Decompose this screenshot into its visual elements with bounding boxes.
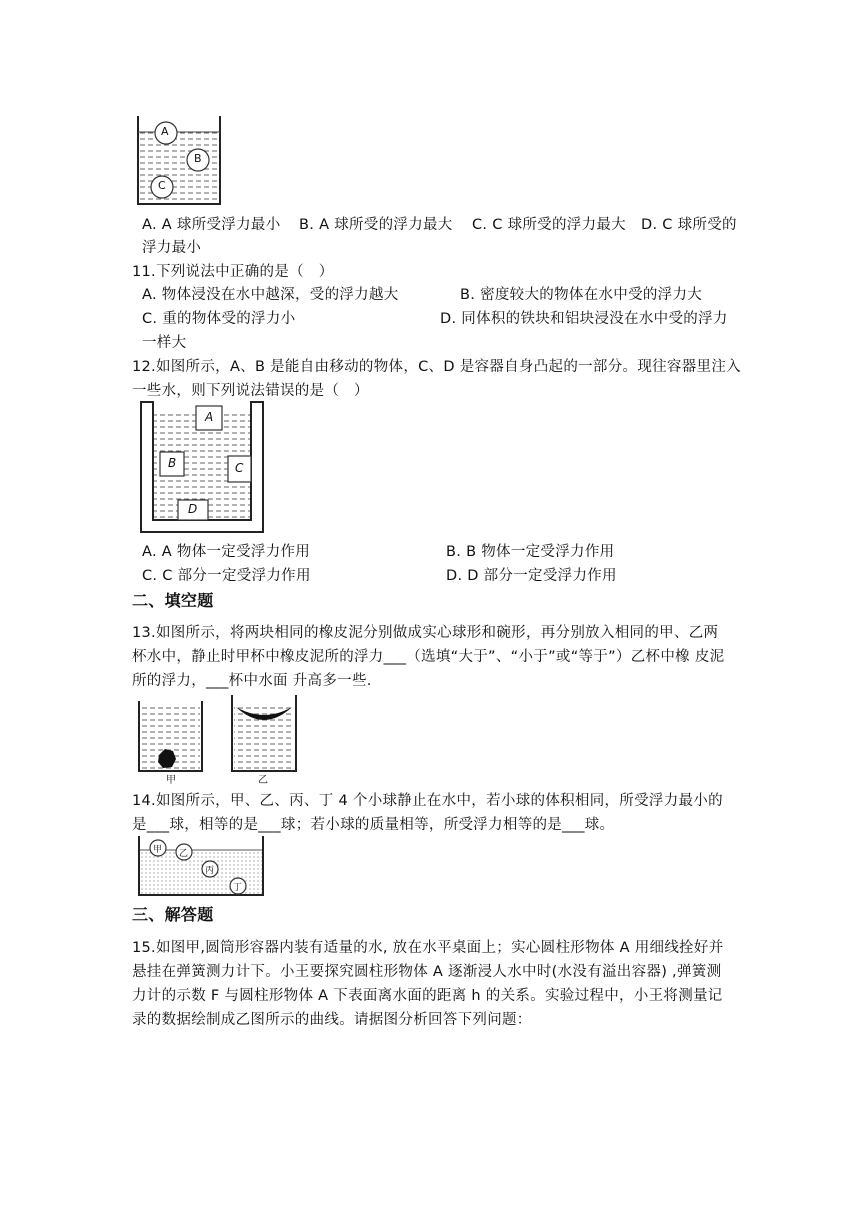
q13-label-yi: 乙	[258, 775, 268, 786]
q13-label-jia: 甲	[166, 775, 176, 786]
q10-option-d: D. C 球所受的	[641, 217, 737, 233]
q10-option-b: B. A 球所受的浮力最大	[299, 217, 453, 233]
q15-line4: 录的数据绘制成乙图所示的曲线。请据图分析回答下列问题：	[132, 1012, 532, 1028]
q10-figure	[132, 112, 228, 208]
q12-stem-line2: 一些水，则下列说法错误的是（ ）	[132, 383, 369, 399]
q10-label-b: B	[194, 152, 202, 165]
q10-option-a: A. A 球所受浮力最小	[142, 217, 281, 233]
q14-label-bing: 丙	[205, 866, 215, 876]
q11-option-d: D. 同体积的铁块和铝块浸没在水中受的浮力	[440, 311, 728, 327]
q13-figure	[134, 693, 304, 786]
q10-option-c: C. C 球所受的浮力最大	[472, 217, 626, 233]
q12-label-c: C	[235, 461, 244, 475]
q11-stem: 11.下列说法中正确的是（ ）	[132, 264, 334, 280]
q14-label-jia: 甲	[153, 845, 163, 855]
q11-option-c: C. 重的物体受的浮力小	[142, 311, 296, 327]
q14-label-yi: 乙	[179, 849, 189, 859]
q13-line2: 杯水中，静止时甲杯中橡皮泥所的浮力___（选填“大于”、“小于”或“等于”）乙杯中橡 皮泥	[132, 649, 725, 665]
q12-option-d: D. D 部分一定受浮力作用	[446, 568, 617, 584]
q12-label-b: B	[168, 456, 177, 470]
q14-label-ding: 丁	[233, 883, 243, 893]
q11-option-d-cont: 一样大	[142, 335, 187, 351]
q12-figure	[136, 400, 266, 534]
q13-line1: 13.如图所示，将两块相同的橡皮泥分别做成实心球形和碗形，再分别放入相同的甲、乙两	[132, 625, 719, 641]
q10-label-a: A	[161, 125, 169, 138]
q12-option-a: A. A 物体一定受浮力作用	[142, 544, 311, 560]
q12-option-b: B. B 物体一定受浮力作用	[446, 544, 615, 560]
q13-line3: 所的浮力，___杯中水面 升高多一些.	[132, 673, 372, 689]
q15-line3: 力计的示数 F 与圆柱形物体 A 下表面离水面的距离 h 的关系。实验过程中，小王将测量记	[132, 988, 723, 1004]
q14-line1: 14.如图所示，甲、乙、丙、丁 4 个小球静止在水中，若小球的体积相同，所受浮力最小的	[132, 793, 723, 809]
q11-option-a: A. 物体浸没在水中越深，受的浮力越大	[142, 287, 399, 303]
section-title-answer: 三、解答题	[132, 905, 214, 924]
q10-label-c: C	[158, 179, 166, 192]
q14-line2: 是___球，相等的是___球；若小球的质量相等，所受浮力相等的是___球。	[132, 817, 615, 833]
q12-label-d: D	[188, 502, 198, 516]
q14-figure	[137, 836, 267, 898]
section-title-fill-in: 二、填空题	[132, 591, 214, 610]
q12-label-a: A	[205, 410, 214, 424]
q15-line2: 悬挂在弹簧测力计下。小王要探究圆柱形物体 A 逐渐浸人水中时(水没有溢出容器) ,弹簧测	[132, 964, 722, 980]
q12-option-c: C. C 部分一定受浮力作用	[142, 568, 311, 584]
q10-option-d-cont: 浮力最小	[142, 240, 202, 256]
q11-option-b: B. 密度较大的物体在水中受的浮力大	[460, 287, 703, 303]
q15-line1: 15.如图甲,圆筒形容器内装有适量的水, 放在水平桌面上；实心圆柱形物体 A 用细线拴好并	[132, 940, 724, 956]
q12-stem-line1: 12.如图所示，A、B 是能自由移动的物体，C、D 是容器自身凸起的一部分。现往容器里注入	[132, 359, 741, 375]
